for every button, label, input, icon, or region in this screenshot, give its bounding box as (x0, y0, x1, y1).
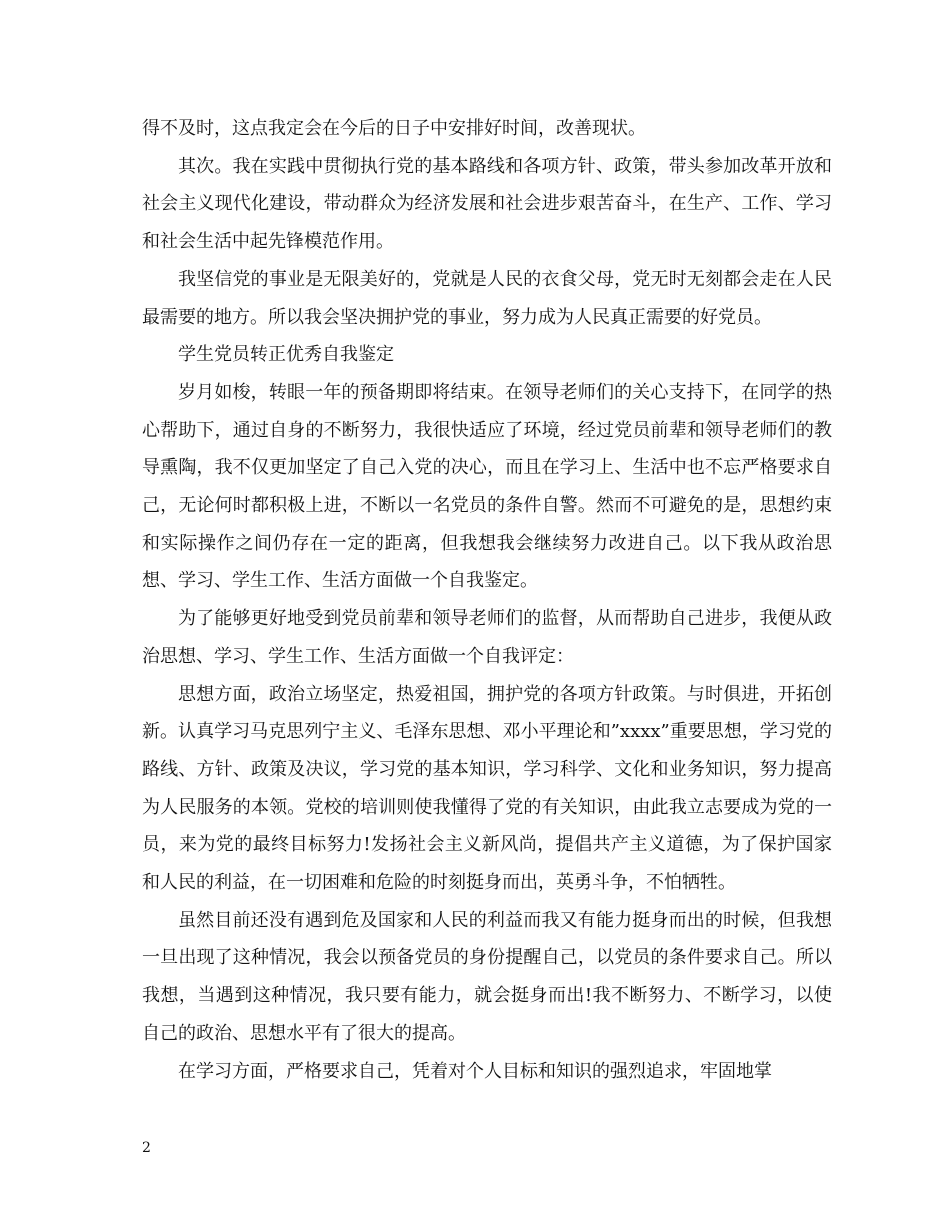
section-heading: 学生党员转正优秀自我鉴定 (178, 344, 394, 366)
paragraph-ideology: 思想方面，政治立场坚定，热爱祖国，拥护党的各项方针政策。与时俱进，开拓创新。认真学习马克思列宁主义、毛泽东思想、邓小平理论和”xxxx”重要思想，学习党的路线、方针、政策及决议，学习党的基本知识，学习科学、文化和业务知识，努力提高为人民服务的本领。党校的培训则使我懂得了党的有关知识，由此我立志要成为党的一员，来为党的最终目标努力!发扬社会主义新风尚，提倡共产主义道德，为了保护国家和人民的利益，在一切困难和危险的时刻挺身而出，英勇斗争，不怕牺牲。 (142, 683, 832, 894)
paragraph-continuation: 得不及时，这点我定会在今后的日子中安排好时间，改善现状。 (142, 118, 646, 139)
paragraph-belief: 我坚信党的事业是无限美好的，党就是人民的衣食父母，党无时无刻都会走在人民最需要的地方。所以我会坚决拥护党的事业，努力成为人民真正需要的好党员。 (142, 268, 832, 328)
paragraph-supervision: 为了能够更好地受到党员前辈和领导老师们的监督，从而帮助自己进步，我便从政治思想、学习、学生工作、生活方面做一个自我评定： (142, 608, 832, 667)
paragraph-intro: 岁月如梭，转眼一年的预备期即将结束。在领导老师们的关心支持下，在同学的热心帮助下，通过自身的不断努力，我很快适应了环境，经过党员前辈和领导老师们的教导熏陶，我不仅更加坚定了自己入党的决心，而且在学习上、生活中也不忘严格要求自己，无论何时都积极上进，不断以一名党员的条件自警。然而不可避免的是，思想约束和实际操作之间仍存在一定的距离，但我想我会继续努力改进自己。以下我从政治思想、学习、学生工作、生活方面做一个自我鉴定。 (142, 381, 832, 592)
paragraph-courage: 虽然目前还没有遇到危及国家和人民的利益而我又有能力挺身而出的时候，但我想一旦出现了这种情况，我会以预备党员的身份提醒自己，以党员的条件要求自己。所以我想，当遇到这种情况，我只要有能力，就会挺身而出!我不断努力、不断学习，以使自己的政治、思想水平有了很大的提高。 (142, 909, 832, 1044)
paragraph-secondly: 其次。我在实践中贯彻执行党的基本路线和各项方针、政策，带头参加改革开放和社会主义现代化建设，带动群众为经济发展和社会进步艰苦奋斗，在生产、工作、学习和社会生活中起先锋模范作用。 (142, 155, 832, 253)
document-body (142, 110, 832, 1090)
page-number: 2 (142, 1140, 151, 1156)
paragraph-study: 在学习方面，严格要求自己，凭着对个人目标和知识的强烈追求，牢固地掌 (178, 1060, 772, 1082)
